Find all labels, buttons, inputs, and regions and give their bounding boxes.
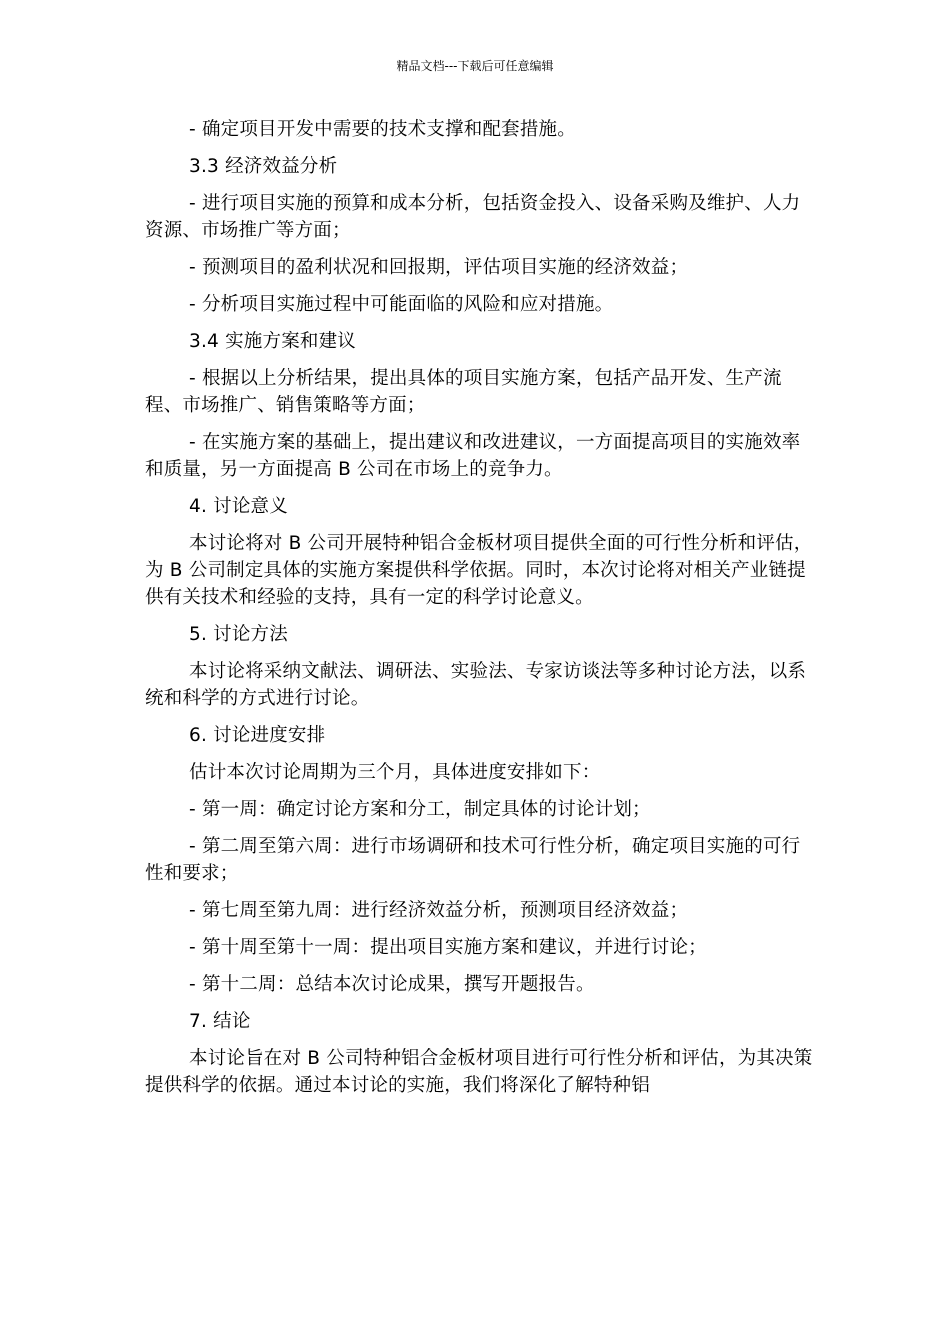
paragraph-significance: 本讨论将对 B 公司开展特种铝合金板材项目提供全面的可行性分析和评估，为 B 公司制定具体的实施方案提供科学依据。同时，本次讨论将对相关产业链提供有关技术和经验的支持，具有一定的科学讨论意义。 (145, 533, 813, 608)
document-body (145, 116, 817, 1109)
paragraph-implementation-plan: - 根据以上分析结果，提出具体的项目实施方案，包括产品开发、生产流程、市场推广、销售策略等方面； (145, 368, 782, 416)
heading-implementation-plan: 3.4 实施方案和建议 (189, 331, 357, 352)
paragraph-tech-support: - 确定项目开发中需要的技术支撑和配套措施。 (189, 119, 576, 140)
paragraph-profit-forecast: - 预测项目的盈利状况和回报期，评估项目实施的经济效益； (189, 257, 689, 278)
paragraph-conclusion: 本讨论旨在对 B 公司特种铝合金板材项目进行可行性分析和评估，为其决策提供科学的依据。通过本讨论的实施，我们将深化了解特种铝 (145, 1048, 813, 1096)
paragraph-schedule-intro: 估计本次讨论周期为三个月，具体进度安排如下： (189, 762, 601, 783)
heading-methods: 5. 讨论方法 (189, 624, 288, 645)
paragraph-risk-analysis: - 分析项目实施过程中可能面临的风险和应对措施。 (189, 294, 614, 315)
schedule-item-week-2-6: - 第二周至第六周：进行市场调研和技术可行性分析，确定项目实施的可行性和要求； (145, 836, 801, 884)
heading-schedule: 6. 讨论进度安排 (189, 725, 326, 746)
page-header: 精品文档---下载后可任意编辑 (396, 59, 554, 73)
paragraph-suggestions: - 在实施方案的基础上，提出建议和改进建议，一方面提高项目的实施效率和质量，另一方面提高 B 公司在市场上的竞争力。 (145, 432, 801, 480)
schedule-item-week-12: - 第十二周：总结本次讨论成果，撰写开题报告。 (189, 974, 595, 995)
schedule-item-week-1: - 第一周：确定讨论方案和分工，制定具体的讨论计划； (189, 799, 651, 820)
schedule-item-week-7-9: - 第七周至第九周：进行经济效益分析，预测项目经济效益； (189, 900, 689, 921)
heading-economic-analysis: 3.3 经济效益分析 (189, 156, 338, 177)
heading-significance: 4. 讨论意义 (189, 496, 288, 517)
heading-conclusion: 7. 结论 (189, 1011, 251, 1032)
paragraph-methods: 本讨论将采纳文献法、调研法、实验法、专家访谈法等多种讨论方法，以系统和科学的方式进行讨论。 (145, 661, 807, 709)
schedule-item-week-10-11: - 第十周至第十一周：提出项目实施方案和建议，并进行讨论； (189, 937, 707, 958)
paragraph-budget: - 进行项目实施的预算和成本分析，包括资金投入、设备采购及维护、人力资源、市场推广等方面； (145, 193, 801, 241)
